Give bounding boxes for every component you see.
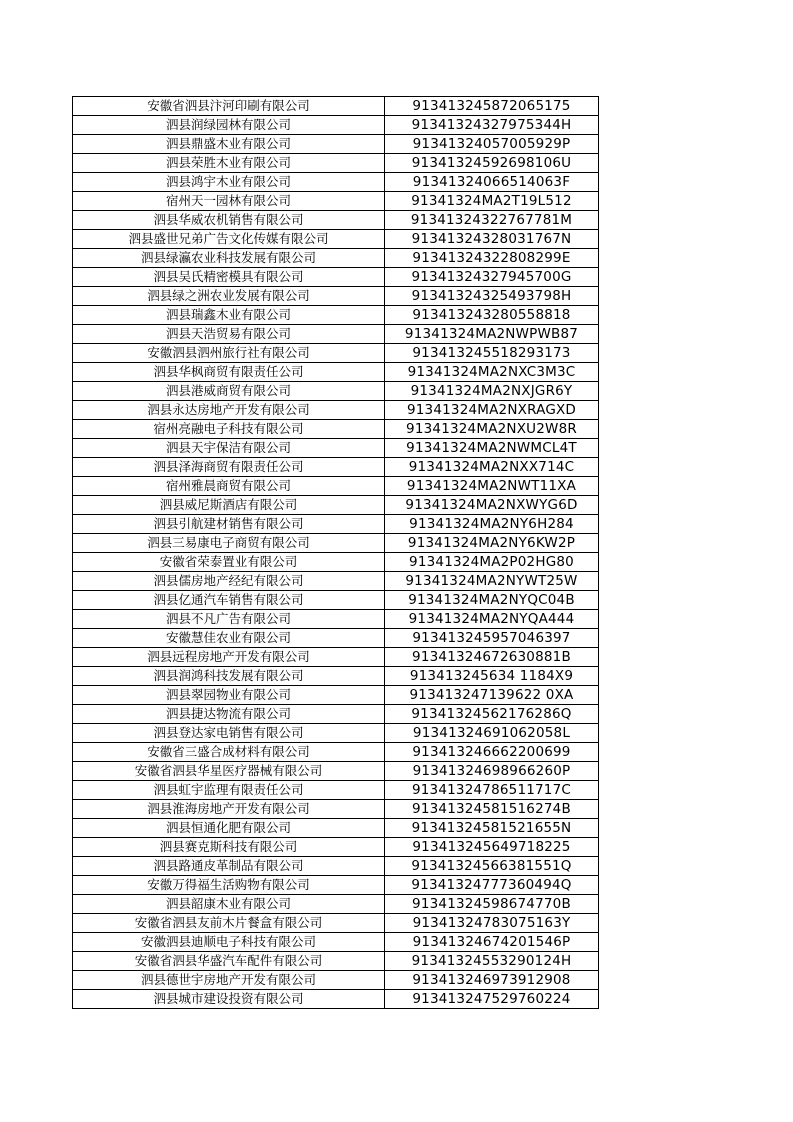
company-name-cell: 宿州天一园林有限公司 xyxy=(73,192,385,211)
table-row xyxy=(73,914,599,933)
company-name-cell: 泗县儒房地产经纪有限公司 xyxy=(73,572,385,591)
credit-code-cell: 91341324MA2NXRAGXD xyxy=(385,401,599,420)
table-row xyxy=(73,667,599,686)
table-row xyxy=(73,971,599,990)
company-name-cell: 安徽省泗县华星医疗器械有限公司 xyxy=(73,762,385,781)
table-row xyxy=(73,705,599,724)
company-name-cell: 泗县淮海房地产开发有限公司 xyxy=(73,800,385,819)
credit-code-cell: 91341324328031767N xyxy=(385,230,599,249)
table-row xyxy=(73,800,599,819)
table-row xyxy=(73,230,599,249)
credit-code-cell: 91341324MA2NY6KW2P xyxy=(385,534,599,553)
company-name-cell: 泗县登达家电销售有限公司 xyxy=(73,724,385,743)
company-name-cell: 安徽省泗县友前木片餐盒有限公司 xyxy=(73,914,385,933)
table-row xyxy=(73,990,599,1009)
company-name-cell: 泗县赛克斯科技有限公司 xyxy=(73,838,385,857)
company-name-cell: 泗县远程房地产开发有限公司 xyxy=(73,648,385,667)
table-row xyxy=(73,724,599,743)
credit-code-cell: 91341324691062058L xyxy=(385,724,599,743)
credit-code-cell: 91341324698966260P xyxy=(385,762,599,781)
credit-code-cell: 91341324777360494Q xyxy=(385,876,599,895)
company-name-cell: 安徽泗县泗州旅行社有限公司 xyxy=(73,344,385,363)
table-row xyxy=(73,344,599,363)
table-row xyxy=(73,439,599,458)
table-row xyxy=(73,686,599,705)
credit-code-cell: 91341324MA2NXC3M3C xyxy=(385,363,599,382)
credit-code-cell: 91341324MA2T19L512 xyxy=(385,192,599,211)
credit-code-cell: 913413243280558818 xyxy=(385,306,599,325)
company-name-cell: 泗县荣胜木业有限公司 xyxy=(73,154,385,173)
table-row xyxy=(73,838,599,857)
credit-code-cell: 91341324327975344H xyxy=(385,116,599,135)
table-row xyxy=(73,287,599,306)
company-name-cell: 宿州亮融电子科技有限公司 xyxy=(73,420,385,439)
table-row xyxy=(73,743,599,762)
credit-code-cell: 91341324MA2NWMCL4T xyxy=(385,439,599,458)
credit-code-cell: 91341324MA2NXWYG6D xyxy=(385,496,599,515)
credit-code-cell: 91341324MA2NXX714C xyxy=(385,458,599,477)
company-table-body xyxy=(73,97,599,1009)
credit-code-cell: 913413245634 1184X9 xyxy=(385,667,599,686)
table-row xyxy=(73,116,599,135)
credit-code-cell: 91341324566381551Q xyxy=(385,857,599,876)
company-name-cell: 泗县润绿园林有限公司 xyxy=(73,116,385,135)
table-row xyxy=(73,211,599,230)
credit-code-cell: 91341324598674770B xyxy=(385,895,599,914)
company-name-cell: 泗县捷达物流有限公司 xyxy=(73,705,385,724)
company-name-cell: 泗县威尼斯酒店有限公司 xyxy=(73,496,385,515)
company-name-cell: 泗县韶康木业有限公司 xyxy=(73,895,385,914)
company-name-cell: 泗县德世宇房地产开发有限公司 xyxy=(73,971,385,990)
company-name-cell: 安徽省泗县汴河印刷有限公司 xyxy=(73,97,385,116)
credit-code-cell: 913413245649718225 xyxy=(385,838,599,857)
table-row xyxy=(73,781,599,800)
company-name-cell: 泗县不凡广告有限公司 xyxy=(73,610,385,629)
credit-code-cell: 913413246973912908 xyxy=(385,971,599,990)
table-row xyxy=(73,135,599,154)
company-name-cell: 泗县港威商贸有限公司 xyxy=(73,382,385,401)
table-row xyxy=(73,819,599,838)
credit-code-cell: 91341324MA2NYWT25W xyxy=(385,572,599,591)
company-table xyxy=(72,96,599,1009)
table-row xyxy=(73,534,599,553)
company-name-cell: 安徽省荣泰置业有限公司 xyxy=(73,553,385,572)
table-row xyxy=(73,420,599,439)
table-row xyxy=(73,325,599,344)
credit-code-cell: 91341324786511717C xyxy=(385,781,599,800)
company-name-cell: 泗县绿之洲农业发展有限公司 xyxy=(73,287,385,306)
table-row xyxy=(73,192,599,211)
company-name-cell: 泗县引航建材销售有限公司 xyxy=(73,515,385,534)
table-row xyxy=(73,173,599,192)
credit-code-cell: 91341324322808299E xyxy=(385,249,599,268)
credit-code-cell: 91341324325493798H xyxy=(385,287,599,306)
company-name-cell: 泗县绿瀛农业科技发展有限公司 xyxy=(73,249,385,268)
credit-code-cell: 91341324581516274B xyxy=(385,800,599,819)
credit-code-cell: 91341324MA2NYQA444 xyxy=(385,610,599,629)
table-row xyxy=(73,382,599,401)
table-row xyxy=(73,306,599,325)
credit-code-cell: 913413247139622 0XA xyxy=(385,686,599,705)
credit-code-cell: 91341324553290124H xyxy=(385,952,599,971)
company-name-cell: 泗县盛世兄弟广告文化传媒有限公司 xyxy=(73,230,385,249)
credit-code-cell: 91341324562176286Q xyxy=(385,705,599,724)
table-row xyxy=(73,895,599,914)
company-name-cell: 泗县天宇保洁有限公司 xyxy=(73,439,385,458)
credit-code-cell: 913413245518293173 xyxy=(385,344,599,363)
table-row xyxy=(73,458,599,477)
company-name-cell: 泗县城市建设投资有限公司 xyxy=(73,990,385,1009)
credit-code-cell: 913413245957046397 xyxy=(385,629,599,648)
credit-code-cell: 91341324057005929P xyxy=(385,135,599,154)
company-name-cell: 泗县华威农机销售有限公司 xyxy=(73,211,385,230)
table-row xyxy=(73,762,599,781)
table-row xyxy=(73,591,599,610)
table-row xyxy=(73,97,599,116)
company-name-cell: 安徽泗县迪顺电子科技有限公司 xyxy=(73,933,385,952)
table-row xyxy=(73,857,599,876)
credit-code-cell: 91341324066514063F xyxy=(385,173,599,192)
credit-code-cell: 91341324674201546P xyxy=(385,933,599,952)
credit-code-cell: 913413246662200699 xyxy=(385,743,599,762)
company-name-cell: 泗县吴氏精密模具有限公司 xyxy=(73,268,385,287)
company-name-cell: 泗县永达房地产开发有限公司 xyxy=(73,401,385,420)
table-row xyxy=(73,477,599,496)
table-row xyxy=(73,363,599,382)
table-row xyxy=(73,401,599,420)
table-row xyxy=(73,610,599,629)
table-row xyxy=(73,629,599,648)
credit-code-cell: 91341324592698106U xyxy=(385,154,599,173)
company-name-cell: 安徽省三盛合成材料有限公司 xyxy=(73,743,385,762)
table-row xyxy=(73,572,599,591)
company-name-cell: 泗县泽海商贸有限责任公司 xyxy=(73,458,385,477)
table-row xyxy=(73,952,599,971)
table-row xyxy=(73,876,599,895)
credit-code-cell: 913413247529760224 xyxy=(385,990,599,1009)
credit-code-cell: 91341324MA2NXU2W8R xyxy=(385,420,599,439)
company-name-cell: 安徽省泗县华盛汽车配件有限公司 xyxy=(73,952,385,971)
company-name-cell: 安徽万得福生活购物有限公司 xyxy=(73,876,385,895)
table-row xyxy=(73,933,599,952)
table-row xyxy=(73,648,599,667)
credit-code-cell: 91341324MA2P02HG80 xyxy=(385,553,599,572)
company-name-cell: 泗县三易康电子商贸有限公司 xyxy=(73,534,385,553)
table-row xyxy=(73,515,599,534)
company-name-cell: 泗县虹宇监理有限责任公司 xyxy=(73,781,385,800)
company-name-cell: 安徽慧佳农业有限公司 xyxy=(73,629,385,648)
credit-code-cell: 913413245872065175 xyxy=(385,97,599,116)
company-name-cell: 泗县恒通化肥有限公司 xyxy=(73,819,385,838)
company-name-cell: 泗县鸿宇木业有限公司 xyxy=(73,173,385,192)
company-name-cell: 泗县鼎盛木业有限公司 xyxy=(73,135,385,154)
company-name-cell: 泗县亿通汽车销售有限公司 xyxy=(73,591,385,610)
table-row xyxy=(73,268,599,287)
company-name-cell: 泗县润鸿科技发展有限公司 xyxy=(73,667,385,686)
company-name-cell: 泗县路通皮革制品有限公司 xyxy=(73,857,385,876)
credit-code-cell: 91341324581521655N xyxy=(385,819,599,838)
credit-code-cell: 91341324MA2NYQC04B xyxy=(385,591,599,610)
table-row xyxy=(73,496,599,515)
credit-code-cell: 91341324MA2NWT11XA xyxy=(385,477,599,496)
credit-code-cell: 91341324672630881B xyxy=(385,648,599,667)
credit-code-cell: 91341324783075163Y xyxy=(385,914,599,933)
table-row xyxy=(73,553,599,572)
table-row xyxy=(73,154,599,173)
company-name-cell: 泗县翠园物业有限公司 xyxy=(73,686,385,705)
company-name-cell: 泗县天浩贸易有限公司 xyxy=(73,325,385,344)
credit-code-cell: 91341324MA2NXJGR6Y xyxy=(385,382,599,401)
table-row xyxy=(73,249,599,268)
company-name-cell: 泗县瑞鑫木业有限公司 xyxy=(73,306,385,325)
credit-code-cell: 91341324327945700G xyxy=(385,268,599,287)
company-name-cell: 宿州雅晨商贸有限公司 xyxy=(73,477,385,496)
credit-code-cell: 91341324322767781M xyxy=(385,211,599,230)
credit-code-cell: 91341324MA2NWPWB87 xyxy=(385,325,599,344)
company-name-cell: 泗县华枫商贸有限责任公司 xyxy=(73,363,385,382)
credit-code-cell: 91341324MA2NY6H284 xyxy=(385,515,599,534)
